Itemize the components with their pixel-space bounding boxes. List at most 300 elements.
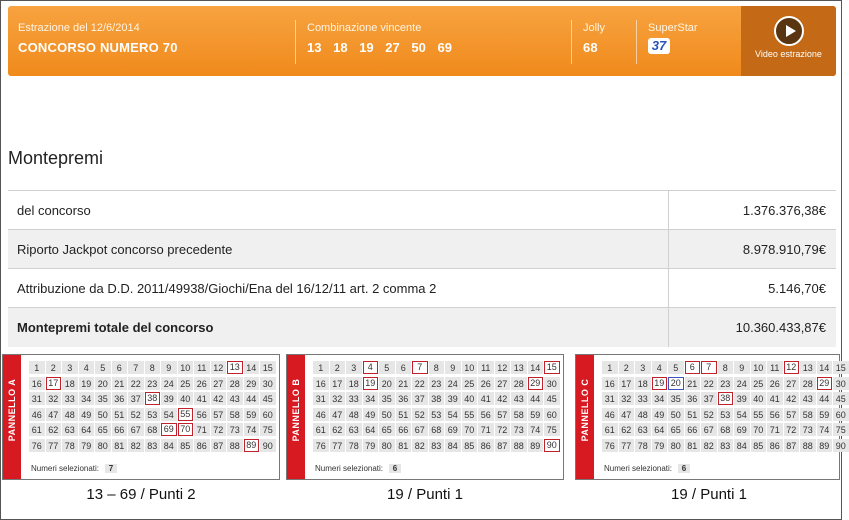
number-cell[interactable]: 57 (495, 408, 511, 421)
number-cell[interactable]: 36 (396, 392, 412, 405)
number-cell[interactable]: 52 (412, 408, 428, 421)
number-cell[interactable]: 30 (260, 377, 276, 390)
jolly-box (583, 22, 605, 92)
number-cell[interactable]: 32 (619, 392, 635, 405)
number-cell-selected[interactable]: 4 (363, 361, 379, 374)
number-cell[interactable]: 86 (194, 439, 210, 452)
number-cell[interactable]: 3 (346, 361, 362, 374)
number-cell[interactable]: 4 (652, 361, 668, 374)
number-cell[interactable]: 84 (734, 439, 750, 452)
number-cell-selected[interactable]: 69 (161, 423, 177, 436)
number-cell[interactable]: 75 (260, 423, 276, 436)
number-cell[interactable]: 9 (734, 361, 750, 374)
number-cell[interactable]: 64 (363, 423, 379, 436)
number-cell[interactable]: 34 (79, 392, 95, 405)
number-cell[interactable]: 59 (528, 408, 544, 421)
number-cell[interactable]: 25 (178, 377, 194, 390)
number-cell[interactable]: 36 (112, 392, 128, 405)
number-cell[interactable]: 20 (379, 377, 395, 390)
number-cell[interactable]: 66 (396, 423, 412, 436)
number-cell[interactable]: 7 (128, 361, 144, 374)
number-cell[interactable]: 53 (145, 408, 161, 421)
panel-tab (576, 355, 594, 479)
number-cell[interactable]: 51 (396, 408, 412, 421)
number-cell[interactable]: 88 (800, 439, 816, 452)
number-cell[interactable]: 44 (528, 392, 544, 405)
number-cell[interactable]: 86 (478, 439, 494, 452)
number-cell[interactable]: 30 (833, 377, 849, 390)
number-cell[interactable]: 57 (211, 408, 227, 421)
number-cell[interactable]: 15 (260, 361, 276, 374)
video-label: Video estrazione (755, 49, 822, 59)
number-cell[interactable]: 13 (800, 361, 816, 374)
number-cell[interactable]: 42 (211, 392, 227, 405)
number-cell[interactable]: 19 (79, 377, 95, 390)
number-cell[interactable]: 23 (718, 377, 734, 390)
number-cell[interactable]: 2 (330, 361, 346, 374)
number-cell[interactable]: 81 (685, 439, 701, 452)
number-cell[interactable]: 75 (544, 423, 560, 436)
number-grid (602, 360, 849, 453)
winning-combination (307, 22, 452, 92)
number-cell[interactable]: 44 (244, 392, 260, 405)
number-cell[interactable]: 13 (511, 361, 527, 374)
number-cell[interactable]: 31 (313, 392, 329, 405)
number-cell[interactable]: 60 (833, 408, 849, 421)
number-cell[interactable]: 81 (396, 439, 412, 452)
number-cell-selected[interactable]: 70 (178, 423, 194, 436)
number-cell[interactable]: 10 (462, 361, 478, 374)
combo-label: Combinazione vincente (307, 22, 422, 34)
number-cell-selected[interactable]: 7 (701, 361, 717, 374)
number-cell[interactable]: 84 (445, 439, 461, 452)
number-cell[interactable]: 21 (685, 377, 701, 390)
number-cell[interactable]: 85 (751, 439, 767, 452)
number-cell[interactable]: 76 (313, 439, 329, 452)
selected-count (315, 464, 401, 473)
number-cell[interactable]: 76 (29, 439, 45, 452)
number-cell[interactable]: 56 (767, 408, 783, 421)
number-cell[interactable]: 77 (330, 439, 346, 452)
number-cell[interactable]: 41 (767, 392, 783, 405)
number-cell[interactable]: 68 (718, 423, 734, 436)
number-cell[interactable]: 49 (79, 408, 95, 421)
number-cell[interactable]: 35 (379, 392, 395, 405)
number-cell[interactable]: 27 (784, 377, 800, 390)
number-cell[interactable]: 62 (330, 423, 346, 436)
number-cell[interactable]: 26 (194, 377, 210, 390)
number-cell[interactable]: 32 (46, 392, 62, 405)
number-cell[interactable]: 82 (128, 439, 144, 452)
number-cell[interactable]: 72 (211, 423, 227, 436)
number-cell[interactable]: 59 (244, 408, 260, 421)
number-cell[interactable]: 59 (817, 408, 833, 421)
number-cell[interactable]: 8 (718, 361, 734, 374)
video-draw-button[interactable] (741, 6, 836, 76)
number-cell[interactable]: 16 (313, 377, 329, 390)
number-cell[interactable]: 23 (429, 377, 445, 390)
number-cell[interactable]: 43 (511, 392, 527, 405)
number-cell[interactable]: 82 (701, 439, 717, 452)
number-cell[interactable]: 18 (346, 377, 362, 390)
number-cell[interactable]: 48 (62, 408, 78, 421)
winning-numbers (307, 40, 452, 55)
panel-a-result: 13 – 69 / Punti 2 (86, 486, 196, 503)
number-cell[interactable]: 79 (79, 439, 95, 452)
number-cell[interactable]: 1 (29, 361, 45, 374)
number-cell[interactable]: 66 (112, 423, 128, 436)
number-cell[interactable]: 18 (62, 377, 78, 390)
number-cell[interactable]: 5 (95, 361, 111, 374)
number-cell[interactable]: 2 (619, 361, 635, 374)
number-cell[interactable]: 63 (635, 423, 651, 436)
winning-number: 27 (385, 40, 400, 55)
number-cell[interactable]: 90 (833, 439, 849, 452)
number-cell[interactable]: 42 (495, 392, 511, 405)
header-divider (636, 20, 637, 64)
number-cell[interactable]: 35 (668, 392, 684, 405)
number-cell[interactable]: 11 (194, 361, 210, 374)
number-cell[interactable]: 47 (619, 408, 635, 421)
number-cell[interactable]: 58 (511, 408, 527, 421)
superstar-box (648, 22, 698, 92)
number-cell[interactable]: 20 (95, 377, 111, 390)
number-cell[interactable]: 64 (652, 423, 668, 436)
number-cell[interactable]: 67 (128, 423, 144, 436)
number-cell[interactable]: 49 (363, 408, 379, 421)
prize-value: 8.978.910,79€ (742, 241, 826, 257)
number-cell[interactable]: 43 (227, 392, 243, 405)
number-cell[interactable]: 71 (767, 423, 783, 436)
number-cell[interactable]: 37 (412, 392, 428, 405)
draw-date: Estrazione del 12/6/2014 (18, 22, 140, 34)
number-cell[interactable]: 48 (346, 408, 362, 421)
number-cell[interactable]: 68 (429, 423, 445, 436)
number-cell[interactable]: 40 (751, 392, 767, 405)
number-cell[interactable]: 37 (128, 392, 144, 405)
number-cell[interactable]: 65 (668, 423, 684, 436)
number-cell[interactable]: 73 (511, 423, 527, 436)
number-cell-selected[interactable]: 38 (145, 392, 161, 405)
number-cell[interactable]: 33 (635, 392, 651, 405)
number-cell[interactable]: 43 (800, 392, 816, 405)
number-cell[interactable]: 87 (495, 439, 511, 452)
winning-number: 19 (359, 40, 374, 55)
number-cell[interactable]: 71 (478, 423, 494, 436)
number-cell[interactable]: 54 (161, 408, 177, 421)
number-cell[interactable]: 34 (652, 392, 668, 405)
number-cell[interactable]: 65 (95, 423, 111, 436)
number-cell[interactable]: 83 (718, 439, 734, 452)
number-cell[interactable]: 20 (668, 377, 684, 390)
number-cell[interactable]: 9 (161, 361, 177, 374)
number-cell[interactable]: 34 (363, 392, 379, 405)
number-cell[interactable]: 6 (396, 361, 412, 374)
number-cell[interactable]: 11 (767, 361, 783, 374)
number-cell[interactable]: 67 (701, 423, 717, 436)
number-cell[interactable]: 61 (29, 423, 45, 436)
number-cell[interactable]: 1 (313, 361, 329, 374)
draw-result-header (8, 6, 836, 76)
number-cell[interactable]: 27 (495, 377, 511, 390)
number-cell-selected[interactable]: 6 (685, 361, 701, 374)
number-cell[interactable]: 82 (412, 439, 428, 452)
number-cell[interactable]: 8 (145, 361, 161, 374)
number-cell-selected[interactable]: 7 (412, 361, 428, 374)
number-cell-selected[interactable]: 15 (544, 361, 560, 374)
panel-c (575, 354, 846, 480)
number-cell[interactable]: 58 (800, 408, 816, 421)
number-cell[interactable]: 28 (511, 377, 527, 390)
number-cell[interactable]: 27 (211, 377, 227, 390)
prize-pool-title: Montepremi (8, 148, 104, 168)
number-cell[interactable]: 51 (685, 408, 701, 421)
number-cell[interactable]: 84 (161, 439, 177, 452)
number-cell[interactable]: 25 (751, 377, 767, 390)
number-cell[interactable]: 35 (95, 392, 111, 405)
prize-value: 5.146,70€ (768, 280, 826, 296)
number-cell[interactable]: 40 (178, 392, 194, 405)
number-cell[interactable]: 48 (635, 408, 651, 421)
number-cell[interactable]: 89 (817, 439, 833, 452)
number-cell[interactable]: 72 (784, 423, 800, 436)
number-cell[interactable]: 74 (244, 423, 260, 436)
number-cell[interactable]: 33 (62, 392, 78, 405)
number-cell[interactable]: 88 (227, 439, 243, 452)
number-cell[interactable]: 3 (62, 361, 78, 374)
number-cell[interactable]: 45 (260, 392, 276, 405)
jolly-label: Jolly (583, 22, 606, 34)
number-cell[interactable]: 55 (751, 408, 767, 421)
selected-count (31, 464, 117, 473)
number-cell[interactable]: 80 (95, 439, 111, 452)
number-cell[interactable]: 11 (478, 361, 494, 374)
number-cell[interactable]: 50 (379, 408, 395, 421)
number-cell[interactable]: 18 (635, 377, 651, 390)
number-cell-selected[interactable]: 29 (817, 377, 833, 390)
number-cell[interactable]: 76 (602, 439, 618, 452)
number-cell[interactable]: 80 (668, 439, 684, 452)
number-cell[interactable]: 17 (619, 377, 635, 390)
number-cell[interactable]: 47 (46, 408, 62, 421)
number-cell[interactable]: 28 (800, 377, 816, 390)
number-cell[interactable]: 52 (128, 408, 144, 421)
number-cell[interactable]: 60 (544, 408, 560, 421)
number-cell[interactable]: 29 (244, 377, 260, 390)
number-cell[interactable]: 87 (784, 439, 800, 452)
number-cell[interactable]: 80 (379, 439, 395, 452)
number-cell[interactable]: 12 (211, 361, 227, 374)
number-cell[interactable]: 26 (478, 377, 494, 390)
number-cell-selected[interactable]: 19 (652, 377, 668, 390)
number-cell[interactable]: 36 (685, 392, 701, 405)
number-cell[interactable]: 79 (363, 439, 379, 452)
number-cell[interactable]: 52 (701, 408, 717, 421)
number-cell-selected[interactable]: 13 (227, 361, 243, 374)
number-cell[interactable]: 57 (784, 408, 800, 421)
number-cell-selected[interactable]: 19 (363, 377, 379, 390)
number-cell-selected[interactable]: 89 (244, 439, 260, 452)
number-cell[interactable]: 39 (445, 392, 461, 405)
number-cell[interactable]: 2 (46, 361, 62, 374)
number-cell[interactable]: 40 (462, 392, 478, 405)
number-cell[interactable]: 6 (112, 361, 128, 374)
number-cell[interactable]: 70 (462, 423, 478, 436)
number-cell[interactable]: 78 (346, 439, 362, 452)
number-cell[interactable]: 17 (330, 377, 346, 390)
number-cell[interactable]: 41 (194, 392, 210, 405)
number-cell[interactable]: 32 (330, 392, 346, 405)
number-cell[interactable]: 62 (46, 423, 62, 436)
number-cell[interactable]: 89 (528, 439, 544, 452)
number-cell[interactable]: 45 (833, 392, 849, 405)
number-cell[interactable]: 31 (29, 392, 45, 405)
number-cell[interactable]: 68 (145, 423, 161, 436)
selected-count-value: 6 (389, 464, 401, 473)
number-cell[interactable]: 26 (767, 377, 783, 390)
number-cell[interactable]: 14 (244, 361, 260, 374)
number-cell[interactable]: 90 (260, 439, 276, 452)
number-cell[interactable]: 39 (734, 392, 750, 405)
number-cell[interactable]: 75 (833, 423, 849, 436)
number-cell[interactable]: 67 (412, 423, 428, 436)
number-cell[interactable]: 85 (178, 439, 194, 452)
number-cell[interactable]: 83 (145, 439, 161, 452)
number-cell[interactable]: 21 (396, 377, 412, 390)
number-cell[interactable]: 79 (652, 439, 668, 452)
number-cell[interactable]: 49 (652, 408, 668, 421)
number-cell[interactable]: 77 (46, 439, 62, 452)
number-cell[interactable]: 21 (112, 377, 128, 390)
number-cell-selected[interactable]: 55 (178, 408, 194, 421)
number-cell-selected[interactable]: 12 (784, 361, 800, 374)
number-cell[interactable]: 78 (62, 439, 78, 452)
number-cell[interactable]: 66 (685, 423, 701, 436)
panel-c-result: 19 / Punti 1 (671, 486, 747, 503)
number-cell[interactable]: 38 (429, 392, 445, 405)
number-cell[interactable]: 5 (668, 361, 684, 374)
number-cell[interactable]: 16 (29, 377, 45, 390)
number-cell[interactable]: 61 (313, 423, 329, 436)
number-cell[interactable]: 1 (602, 361, 618, 374)
number-cell[interactable]: 23 (145, 377, 161, 390)
number-cell[interactable]: 46 (602, 408, 618, 421)
number-cell[interactable]: 39 (161, 392, 177, 405)
number-cell[interactable]: 70 (751, 423, 767, 436)
number-cell[interactable]: 63 (62, 423, 78, 436)
number-cell[interactable]: 9 (445, 361, 461, 374)
number-cell[interactable]: 62 (619, 423, 635, 436)
number-cell[interactable]: 71 (194, 423, 210, 436)
number-cell-selected[interactable]: 38 (718, 392, 734, 405)
number-cell[interactable]: 51 (112, 408, 128, 421)
number-cell[interactable]: 47 (330, 408, 346, 421)
superstar-number: 37 (648, 38, 670, 54)
number-cell[interactable]: 65 (379, 423, 395, 436)
number-cell[interactable]: 54 (445, 408, 461, 421)
number-cell[interactable]: 45 (544, 392, 560, 405)
number-cell[interactable]: 33 (346, 392, 362, 405)
number-cell[interactable]: 78 (635, 439, 651, 452)
number-cell[interactable]: 31 (602, 392, 618, 405)
number-cell-selected[interactable]: 90 (544, 439, 560, 452)
number-cell[interactable]: 28 (227, 377, 243, 390)
number-cell[interactable]: 73 (227, 423, 243, 436)
number-cell[interactable]: 24 (161, 377, 177, 390)
number-cell[interactable]: 10 (751, 361, 767, 374)
panel-b-result: 19 / Punti 1 (387, 486, 463, 503)
number-cell[interactable]: 50 (668, 408, 684, 421)
number-cell[interactable]: 14 (817, 361, 833, 374)
number-cell[interactable]: 16 (602, 377, 618, 390)
number-cell[interactable]: 4 (79, 361, 95, 374)
number-cell[interactable]: 61 (602, 423, 618, 436)
number-cell[interactable]: 42 (784, 392, 800, 405)
number-cell[interactable]: 5 (379, 361, 395, 374)
number-cell[interactable]: 37 (701, 392, 717, 405)
number-cell[interactable]: 46 (313, 408, 329, 421)
number-cell[interactable]: 85 (462, 439, 478, 452)
number-cell[interactable]: 83 (429, 439, 445, 452)
number-cell[interactable]: 22 (412, 377, 428, 390)
number-cell[interactable]: 24 (734, 377, 750, 390)
number-cell[interactable]: 86 (767, 439, 783, 452)
number-cell[interactable]: 58 (227, 408, 243, 421)
number-cell[interactable]: 8 (429, 361, 445, 374)
number-cell[interactable]: 53 (718, 408, 734, 421)
number-cell[interactable]: 30 (544, 377, 560, 390)
number-cell[interactable]: 53 (429, 408, 445, 421)
number-cell[interactable]: 60 (260, 408, 276, 421)
number-cell[interactable]: 22 (701, 377, 717, 390)
number-cell[interactable]: 69 (734, 423, 750, 436)
number-cell[interactable]: 41 (478, 392, 494, 405)
number-cell[interactable]: 24 (445, 377, 461, 390)
number-cell[interactable]: 10 (178, 361, 194, 374)
number-cell[interactable]: 50 (95, 408, 111, 421)
number-cell[interactable]: 25 (462, 377, 478, 390)
number-cell[interactable]: 3 (635, 361, 651, 374)
selected-count (604, 464, 690, 473)
number-cell[interactable]: 22 (128, 377, 144, 390)
selected-count-label: Numeri selezionati: (315, 464, 384, 473)
number-cell[interactable]: 64 (79, 423, 95, 436)
number-cell[interactable]: 56 (194, 408, 210, 421)
number-cell-selected[interactable]: 17 (46, 377, 62, 390)
number-cell[interactable]: 55 (462, 408, 478, 421)
number-cell[interactable]: 63 (346, 423, 362, 436)
number-cell-selected[interactable]: 29 (528, 377, 544, 390)
table-row (8, 269, 836, 308)
number-cell[interactable]: 73 (800, 423, 816, 436)
number-cell[interactable]: 15 (833, 361, 849, 374)
number-cell[interactable]: 54 (734, 408, 750, 421)
number-cell[interactable]: 44 (817, 392, 833, 405)
number-cell[interactable]: 74 (528, 423, 544, 436)
number-cell[interactable]: 46 (29, 408, 45, 421)
number-cell[interactable]: 87 (211, 439, 227, 452)
number-cell[interactable]: 72 (495, 423, 511, 436)
number-cell[interactable]: 56 (478, 408, 494, 421)
number-cell[interactable]: 77 (619, 439, 635, 452)
number-cell[interactable]: 74 (817, 423, 833, 436)
number-cell[interactable]: 88 (511, 439, 527, 452)
number-cell[interactable]: 69 (445, 423, 461, 436)
number-cell[interactable]: 12 (495, 361, 511, 374)
selected-count-value: 6 (678, 464, 690, 473)
number-cell[interactable]: 14 (528, 361, 544, 374)
number-cell[interactable]: 81 (112, 439, 128, 452)
